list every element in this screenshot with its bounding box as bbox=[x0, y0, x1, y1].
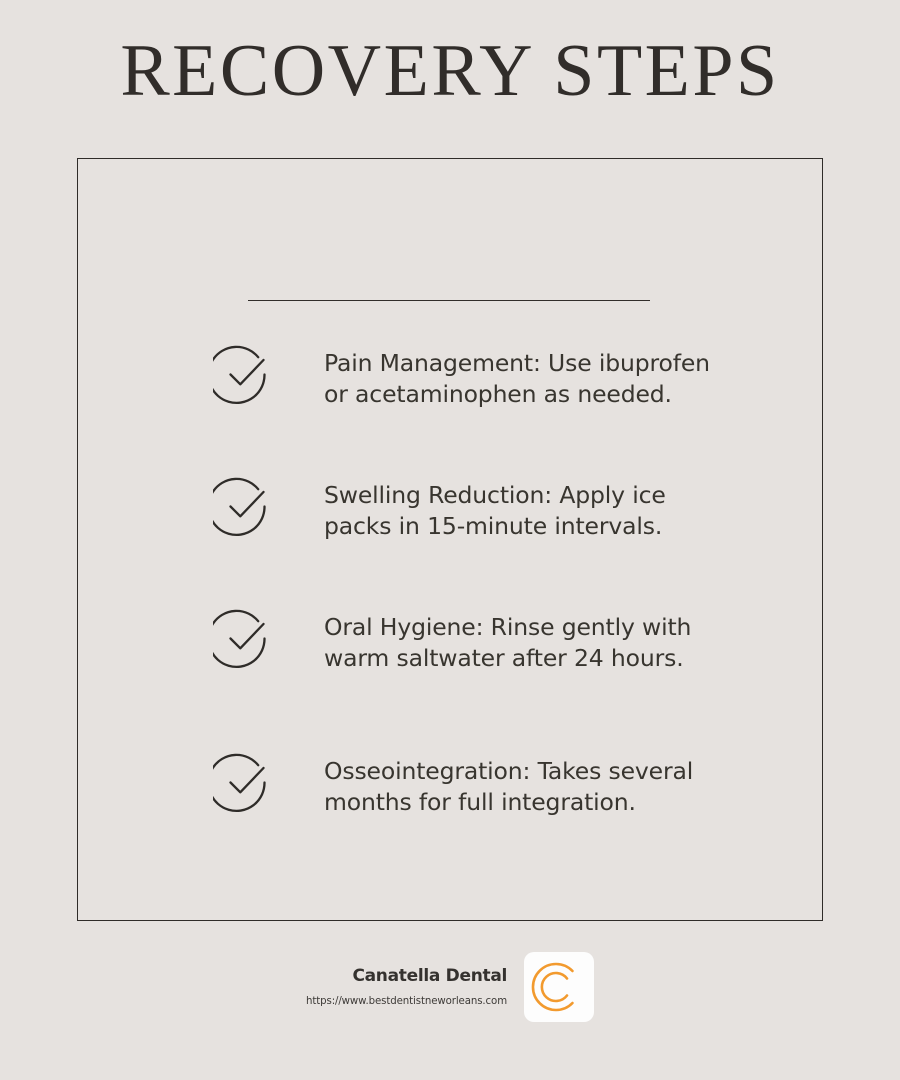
list-item-label: Oral Hygiene: Rinse gently with warm saltwater after 24 hours. bbox=[324, 613, 692, 672]
brand-block bbox=[306, 965, 507, 1010]
check-circle-icon bbox=[213, 608, 274, 669]
list-item-label: Swelling Reduction: Apply ice packs in 15-minute intervals. bbox=[324, 481, 666, 540]
list-item bbox=[213, 344, 724, 409]
brand-name: Canatella Dental bbox=[352, 965, 508, 986]
brand-logo bbox=[524, 952, 594, 1022]
list-item bbox=[213, 476, 724, 541]
check-circle-icon bbox=[213, 752, 274, 813]
list-item bbox=[213, 608, 724, 673]
check-circle-icon bbox=[213, 476, 274, 537]
brand-url[interactable]: https://www.bestdentistneworleans.com bbox=[305, 995, 508, 1007]
footer bbox=[0, 952, 900, 1022]
letter-c-logo-icon bbox=[531, 959, 587, 1015]
list-item bbox=[213, 752, 724, 817]
list-item-label: Pain Management: Use ibuprofen or acetaminophen as needed. bbox=[324, 349, 710, 408]
check-circle-icon bbox=[213, 344, 274, 405]
page-title: RECOVERY STEPS bbox=[120, 30, 780, 112]
list-item-label: Osseointegration: Takes several months for full integration. bbox=[324, 757, 694, 816]
header-divider-rule bbox=[248, 300, 650, 301]
